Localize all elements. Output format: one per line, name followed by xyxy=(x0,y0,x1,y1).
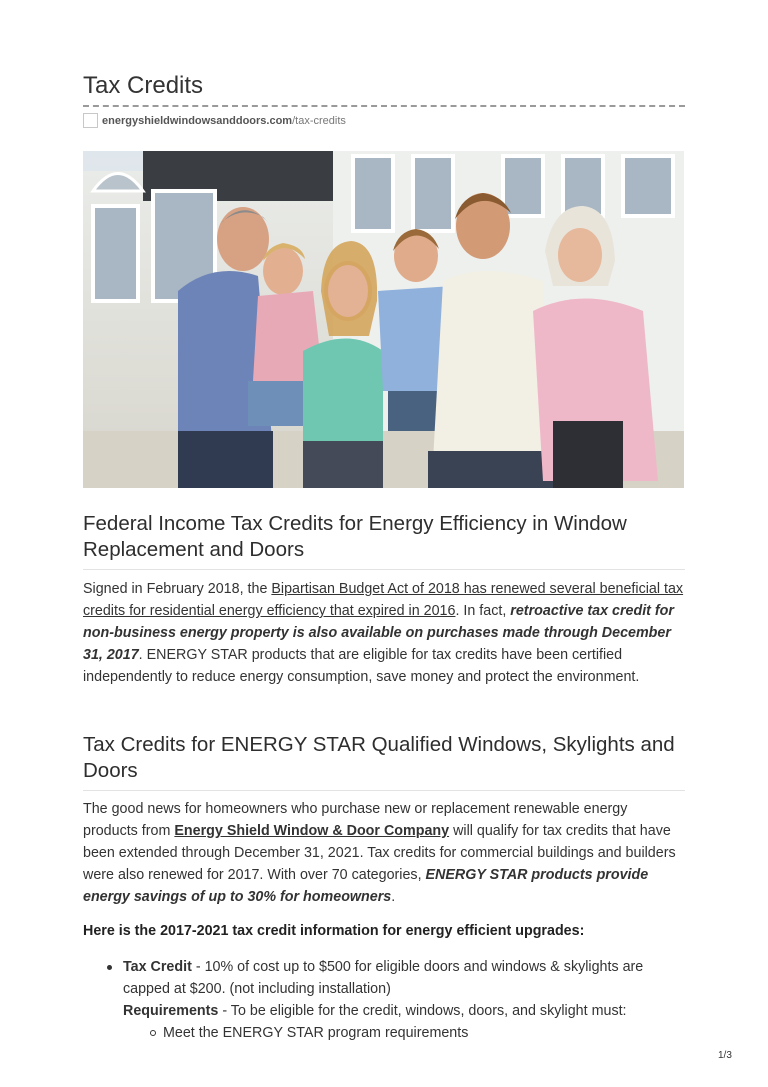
section-heading-energy-star: Tax Credits for ENERGY STAR Qualified Windows, Skylights and Doors xyxy=(83,733,675,782)
requirements-text: - To be eligible for the credit, windows, doors, and skylight must: xyxy=(218,1003,627,1019)
text-fragment: . xyxy=(391,889,396,905)
source-url[interactable] xyxy=(83,113,346,128)
circle-bullet-icon xyxy=(150,1030,156,1036)
list-item xyxy=(123,956,683,1044)
sub-item-text: Meet the ENERGY STAR program requirements xyxy=(163,1025,469,1041)
text-fragment: . In fact, xyxy=(455,603,511,619)
text-fragment: The good news for homeowners who purchase new or replacement renewable energy products from xyxy=(83,801,628,839)
requirements-label: Requirements xyxy=(123,1003,219,1019)
energy-shield-link[interactable]: Energy Shield Window & Door Company xyxy=(174,823,450,839)
source-domain[interactable]: energyshieldwindowsanddoors.com xyxy=(102,114,293,127)
bullet-icon xyxy=(107,965,112,970)
page-number: 1/3 xyxy=(718,1050,732,1061)
page-title: Tax Credits xyxy=(83,72,204,99)
family-photo xyxy=(83,151,684,488)
sub-list-item xyxy=(123,1022,683,1044)
text-fragment: will qualify for tax credits that have been extended through December 31, 2021. Tax credits for commercial buildings and builders were also renewed for 2017. With over 70 categories, xyxy=(83,823,676,883)
paragraph-energy-star xyxy=(83,798,685,908)
text-fragment: . ENERGY STAR products that are eligible for tax credits have been certified independently to reduce energy consumption, save money and protect the environment. xyxy=(83,647,640,685)
paragraph-federal xyxy=(83,578,685,688)
requirements-line xyxy=(123,1000,683,1022)
section-divider xyxy=(83,790,685,791)
emphasis-text: ENERGY STAR products provide energy savings of up to 30% for homeowners xyxy=(83,867,649,905)
tax-info-intro: Here is the 2017-2021 tax credit information for energy efficient upgrades: xyxy=(83,923,585,939)
tax-credit-label: Tax Credit xyxy=(123,959,192,975)
section-heading-federal: Federal Income Tax Credits for Energy Efficiency in Window Replacement and Doors xyxy=(83,512,627,561)
tax-credit-text: - 10% of cost up to $500 for eligible doors and windows & skylights are capped at $200. (not including installation) xyxy=(123,959,644,997)
favicon-icon xyxy=(83,113,98,128)
title-divider xyxy=(83,105,685,107)
text-fragment: Signed in February 2018, the xyxy=(83,581,272,597)
tax-credit-list xyxy=(123,956,683,1044)
section-divider xyxy=(83,569,685,570)
source-path[interactable]: /tax-credits xyxy=(292,114,346,127)
budget-act-link[interactable]: Bipartisan Budget Act of 2018 has renewed several beneficial tax credits for residential energy efficiency that expired in 2016 xyxy=(83,581,684,619)
emphasis-text: retroactive tax credit for non-business energy property is also available on purchases made through December 31, 2017 xyxy=(83,603,674,663)
